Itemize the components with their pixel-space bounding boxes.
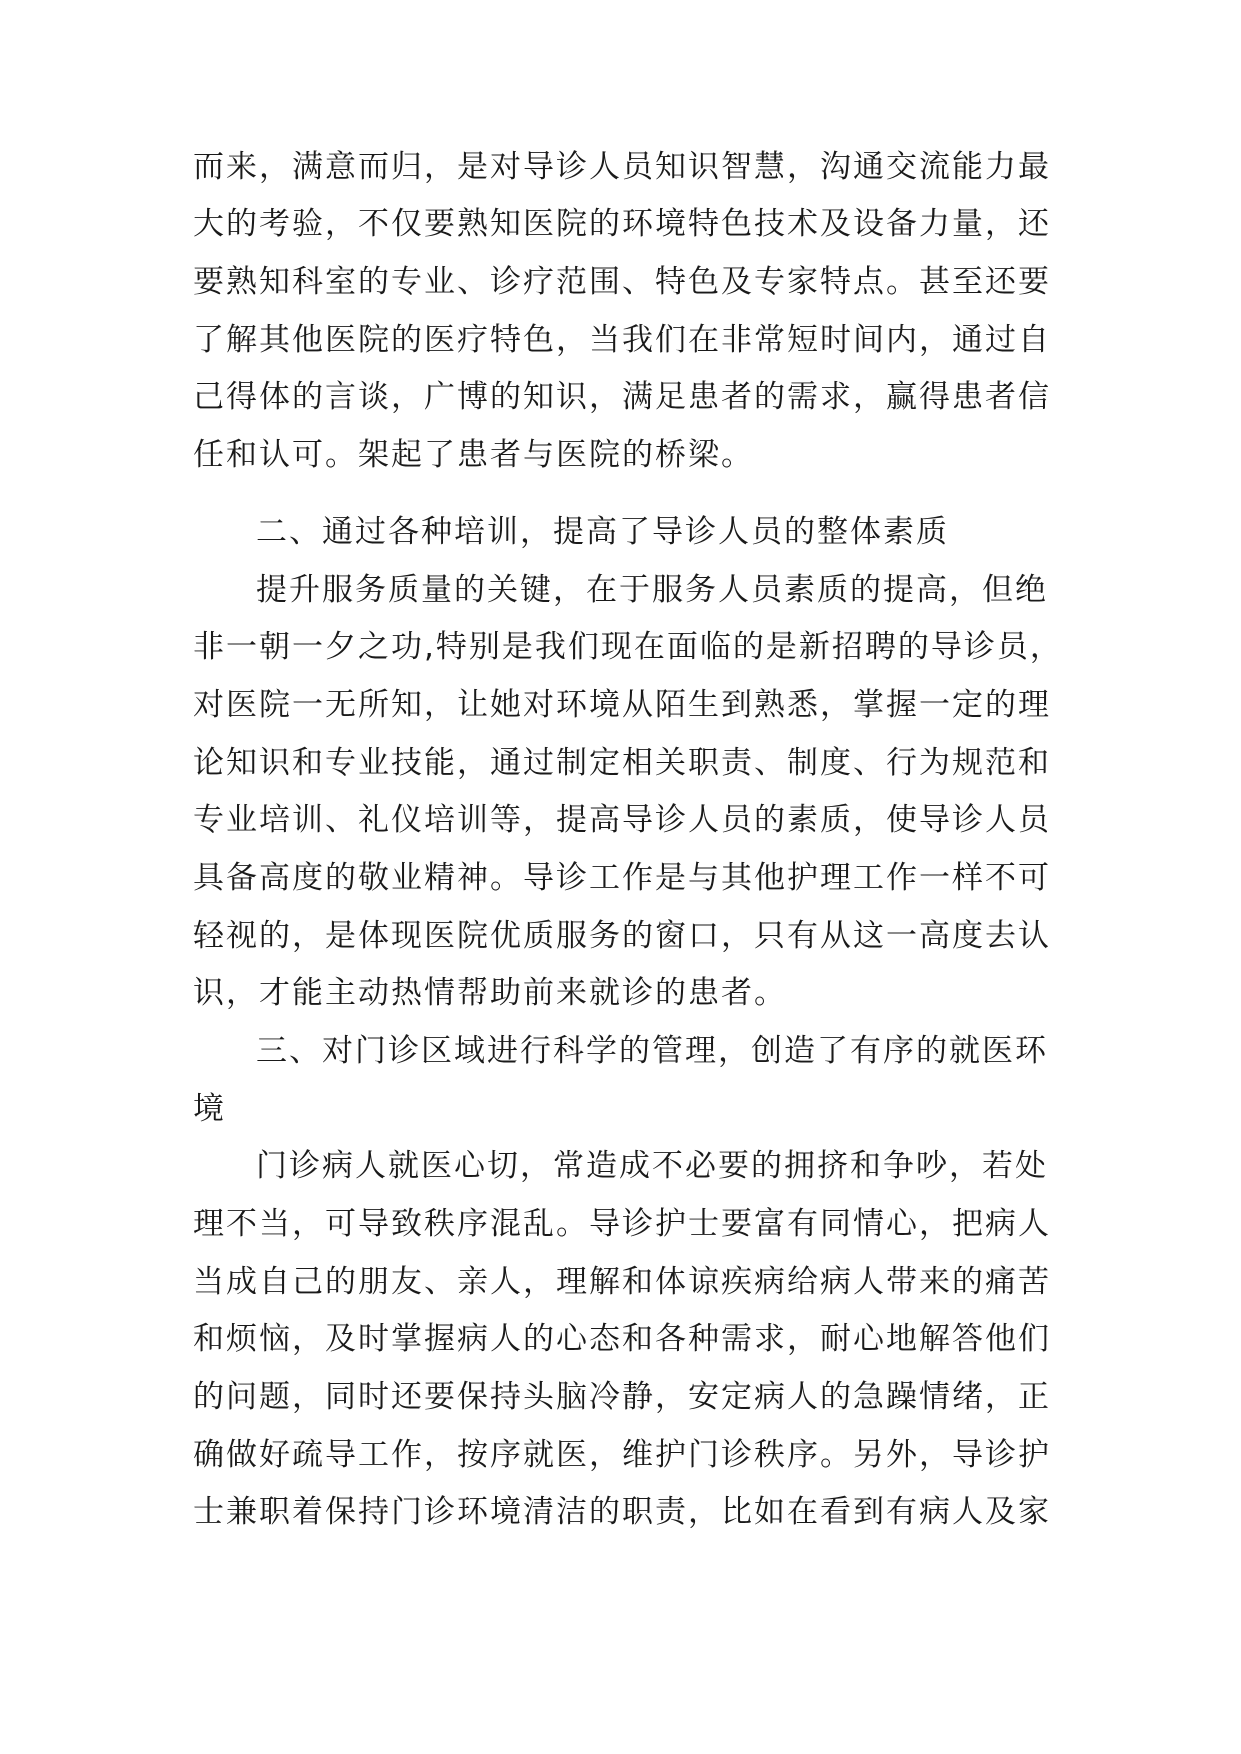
- section-heading-continued: 境: [193, 1091, 226, 1127]
- text-line: 对医院一无所知，让她对环境从陌生到熟悉，掌握一定的理: [193, 687, 1051, 723]
- text-line: 士兼职着保持门诊环境清洁的职责，比如在看到有病人及家: [193, 1494, 1051, 1530]
- text-line: 大的考验，不仅要熟知医院的环境特色技术及设备力量，还: [193, 206, 1051, 242]
- paragraph-start-line: 门诊病人就医心切，常造成不必要的拥挤和争吵，若处: [256, 1148, 1048, 1184]
- text-line: 识，才能主动热情帮助前来就诊的患者。: [193, 975, 787, 1011]
- paragraph-start-line: 提升服务质量的关键，在于服务人员素质的提高，但绝: [256, 572, 1048, 608]
- text-line: 论知识和专业技能，通过制定相关职责、制度、行为规范和: [193, 745, 1051, 781]
- text-line: 的问题，同时还要保持头脑冷静，安定病人的急躁情绪，正: [193, 1379, 1051, 1415]
- text-line: 非一朝一夕之功,特别是我们现在面临的是新招聘的导诊员，: [193, 629, 1063, 665]
- text-line: 确做好疏导工作，按序就医，维护门诊秩序。另外，导诊护: [193, 1437, 1051, 1473]
- text-line: 己得体的言谈，广博的知识，满足患者的需求，赢得患者信: [193, 379, 1051, 415]
- text-line: 要熟知科室的专业、诊疗范围、特色及专家特点。甚至还要: [193, 264, 1051, 300]
- section-heading: 三、对门诊区域进行科学的管理，创造了有序的就医环: [256, 1033, 1048, 1069]
- text-line: 具备高度的敬业精神。导诊工作是与其他护理工作一样不可: [193, 860, 1051, 896]
- text-line: 专业培训、礼仪培训等，提高导诊人员的素质，使导诊人员: [193, 802, 1051, 838]
- text-line: 理不当，可导致秩序混乱。导诊护士要富有同情心，把病人: [193, 1206, 1051, 1242]
- text-line: 当成自己的朋友、亲人，理解和体谅疾病给病人带来的痛苦: [193, 1264, 1051, 1300]
- text-line: 而来，满意而归，是对导诊人员知识智慧，沟通交流能力最: [193, 149, 1051, 185]
- text-line: 任和认可。架起了患者与医院的桥梁。: [193, 437, 754, 473]
- text-line: 和烦恼，及时掌握病人的心态和各种需求，耐心地解答他们: [193, 1321, 1051, 1357]
- section-heading: 二、通过各种培训，提高了导诊人员的整体素质: [256, 514, 949, 550]
- text-line: 轻视的，是体现医院优质服务的窗口，只有从这一高度去认: [193, 918, 1051, 954]
- text-line: 了解其他医院的医疗特色，当我们在非常短时间内，通过自: [193, 322, 1051, 358]
